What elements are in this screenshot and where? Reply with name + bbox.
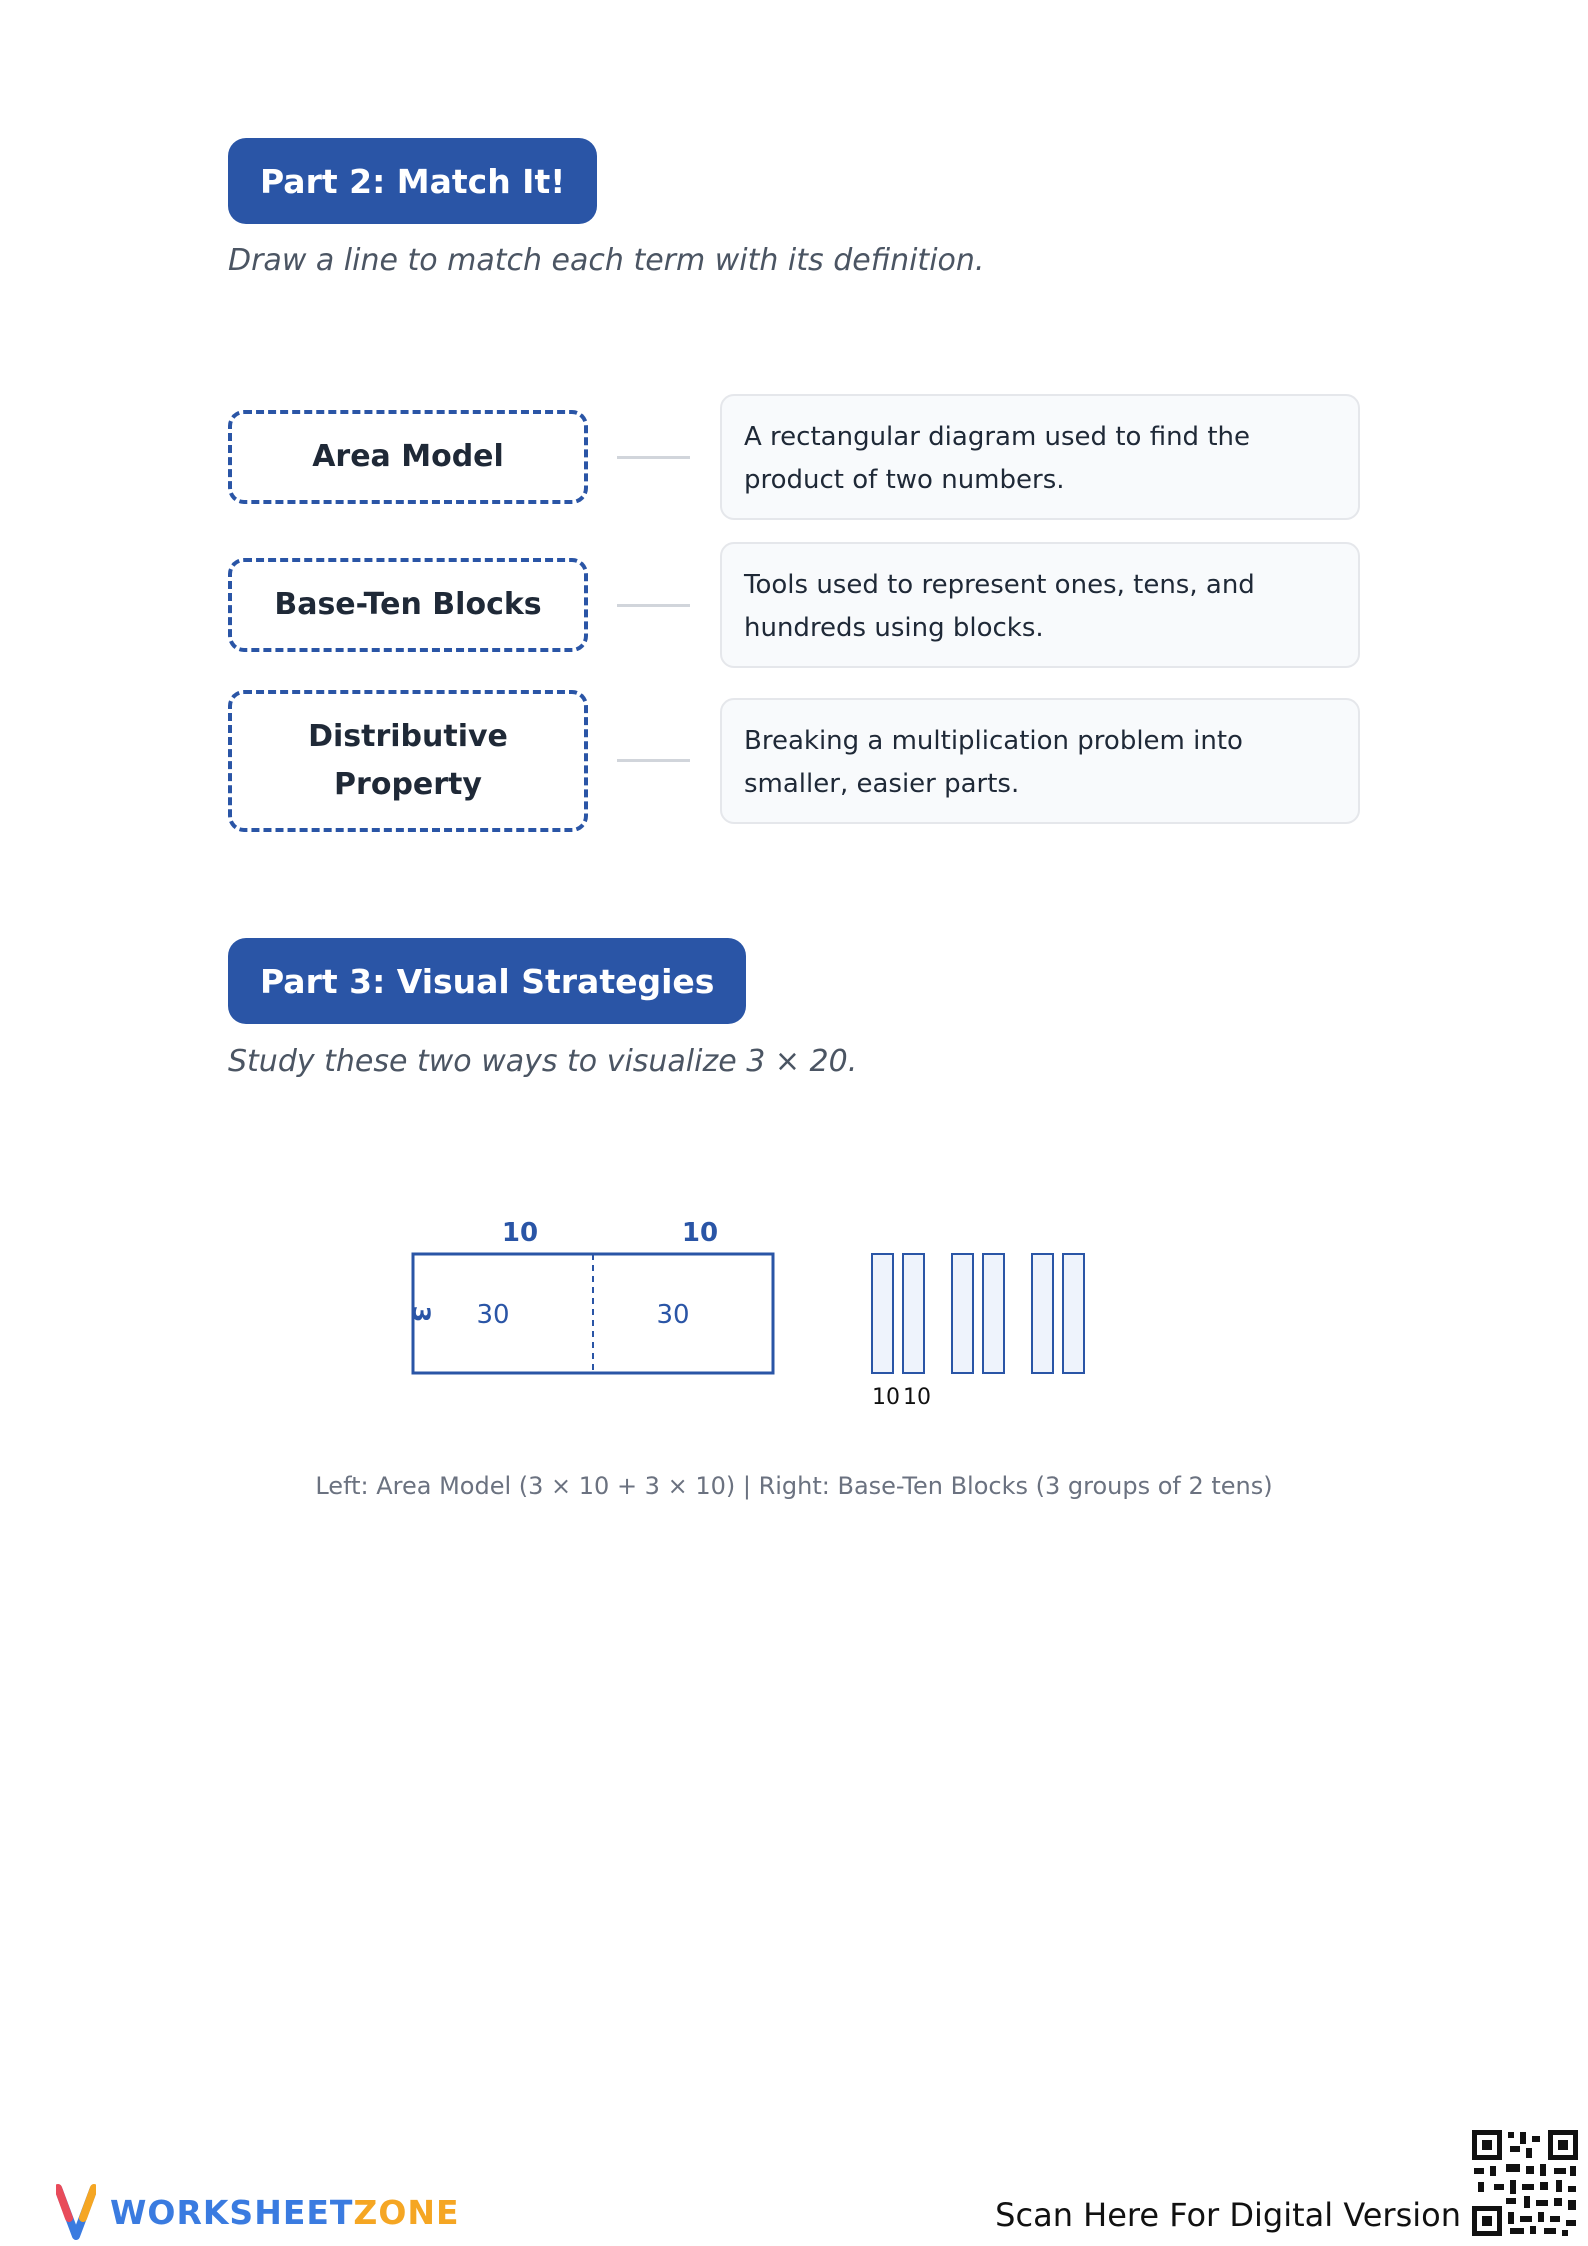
ten-rod [952, 1254, 973, 1373]
definition-text: Breaking a multiplication problem into smaller, easier parts. [744, 726, 1243, 799]
scan-instruction: Scan Here For Digital Version [995, 2196, 1461, 2234]
definition-2[interactable] [720, 542, 1360, 668]
term-area-model[interactable] [228, 410, 588, 504]
brand-name-part1: WORKSHEET [110, 2192, 354, 2232]
part3-title [228, 938, 746, 1024]
connector-line [617, 604, 690, 607]
term-label: Distributive Property [308, 719, 508, 802]
part2-title [228, 138, 597, 224]
term-label: Base-Ten Blocks [274, 587, 542, 622]
base-ten-blocks [872, 1254, 1084, 1410]
area-model [407, 1218, 773, 1373]
worksheetzone-logo-icon [56, 2184, 96, 2240]
area-top-label: 10 [681, 1218, 719, 1248]
definition-text: A rectangular diagram used to find the product of two numbers. [744, 422, 1250, 495]
connector-line [617, 456, 690, 459]
area-cell-value: 30 [656, 1300, 690, 1330]
connector-line [617, 759, 690, 762]
term-label: Area Model [312, 439, 504, 474]
area-top-label: 10 [501, 1218, 539, 1248]
ten-rod [872, 1254, 893, 1373]
definition-1[interactable] [720, 394, 1360, 520]
block-label: 10 [903, 1385, 931, 1410]
ten-rod [1032, 1254, 1053, 1373]
term-base-ten-blocks[interactable] [228, 558, 588, 652]
qr-code-icon[interactable] [1470, 2128, 1580, 2238]
visual-strategies-diagram [0, 1210, 1588, 1410]
brand-name-part2: ZONE [353, 2192, 460, 2232]
area-cell-value: 30 [476, 1300, 510, 1330]
ten-rod [903, 1254, 924, 1373]
brand-logo [56, 2180, 460, 2244]
diagram-caption: Left: Area Model (3 × 10 + 3 × 10) | Right: Base-Ten Blocks (3 groups of 2 tens) [315, 1472, 1273, 1500]
definition-3[interactable] [720, 698, 1360, 824]
ten-rod [1063, 1254, 1084, 1373]
part2-instructions: Draw a line to match each term with its definition. [228, 243, 985, 278]
brand-name [110, 2193, 460, 2232]
area-side-label: 3 [407, 1305, 435, 1323]
ten-rod [983, 1254, 1004, 1373]
block-label: 10 [872, 1385, 900, 1410]
term-distributive-property[interactable] [228, 690, 588, 832]
definition-text: Tools used to represent ones, tens, and hundreds using blocks. [744, 570, 1255, 643]
part2-title-text: Part 2: Match It! [260, 161, 566, 201]
part3-instructions: Study these two ways to visualize 3 × 20. [228, 1044, 858, 1079]
part3-title-text: Part 3: Visual Strategies [260, 961, 715, 1001]
